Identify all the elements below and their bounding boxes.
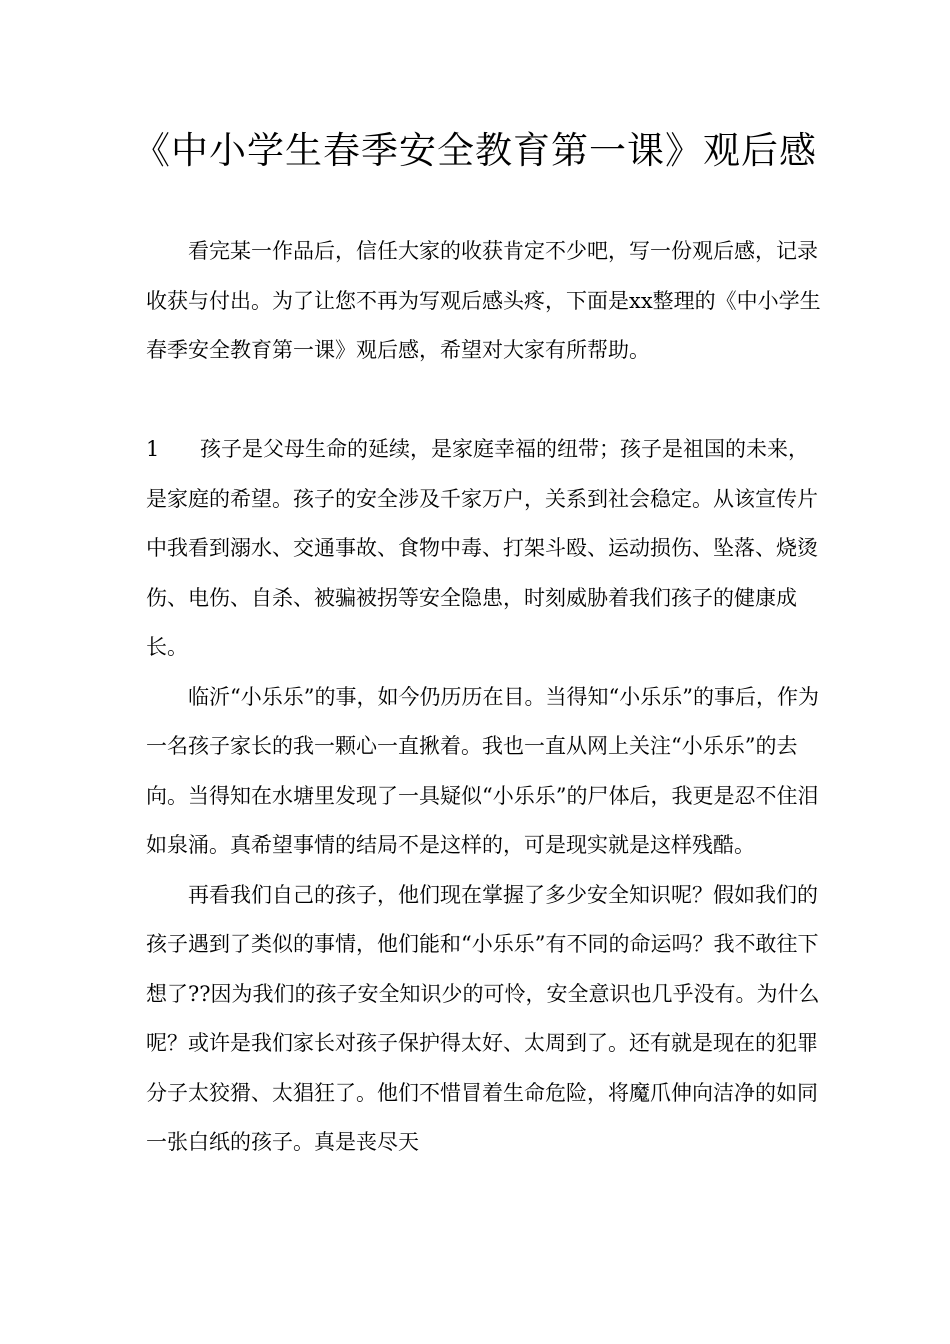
section-number: 1 xyxy=(146,437,160,461)
intro-paragraph: 看完某一作品后，信任大家的收获肯定不少吧，写一份观后感，记录收获与付出。为了让您不再为写观后感头疼，下面是xx整理的《中小学生春季安全教育第一课》观后感，希望对大家有所帮助。 xyxy=(146,239,821,362)
paragraph-2: 临沂“小乐乐”的事，如今仍历历在目。当得知“小乐乐”的事后，作为一名孩子家长的我一颗心一直揪着。我也一直从网上关注“小乐乐”的去向。当得知在水塘里发现了一具疑似“小乐乐”的尸体后，我更是忍不住泪如泉涌。真希望事情的结局不是这样的，可是现实就是这样残酷。 xyxy=(146,684,819,857)
paragraph-3: 再看我们自己的孩子，他们现在掌握了多少安全知识呢？假如我们的孩子遇到了类似的事情，他们能和“小乐乐”有不同的命运吗？我不敢往下想了??因为我们的孩子安全知识少的可怜，安全意识也几乎没有。为什么呢？或许是我们家长对孩子保护得太好、太周到了。还有就是现在的犯罪分子太狡猾、太猖狂了。他们不惜冒着生命危险，将魔爪伸向洁净的如同一张白纸的孩子。真是丧尽天 xyxy=(146,882,820,1154)
document-body xyxy=(146,227,822,1168)
paragraph-1-text: 孩子是父母生命的延续，是家庭幸福的纽带；孩子是祖国的未来，是家庭的希望。孩子的安全涉及千家万户，关系到社会稳定。从该宣传片中我看到溺水、交通事故、食物中毒、打架斗殴、运动损伤、坠落、烧烫伤、电伤、自杀、被骗被拐等安全隐患，时刻威胁着我们孩子的健康成长。 xyxy=(146,437,818,659)
document-title: 《中小学生春季安全教育第一课》观后感 xyxy=(133,129,817,172)
paragraph-1 xyxy=(146,425,822,673)
